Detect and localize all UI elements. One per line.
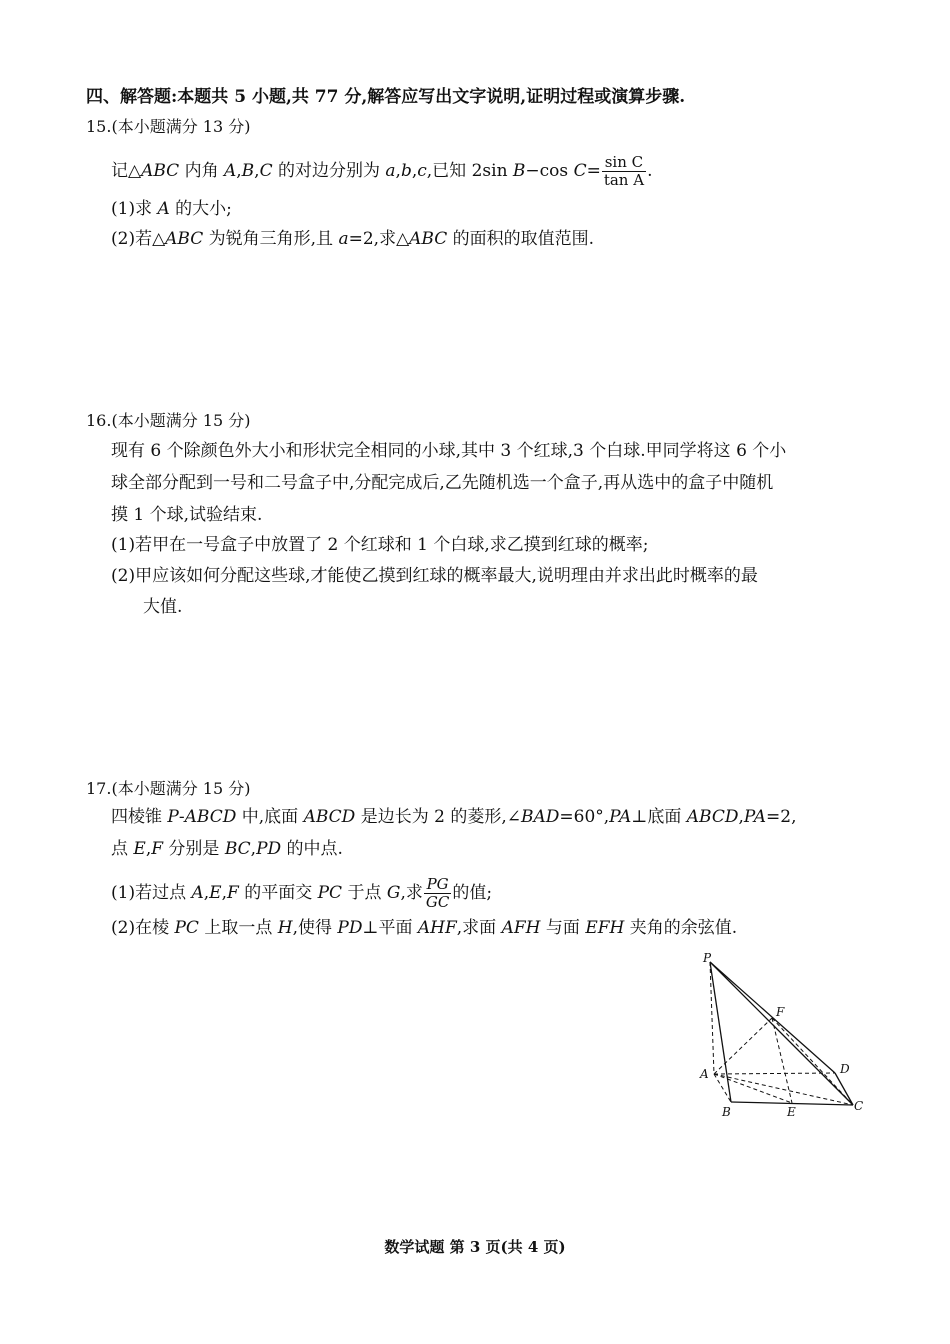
q16-part2-cont: 大值. (143, 597, 183, 617)
q17-part2: (2)在棱 PC 上取一点 H,使得 PD⊥平面 AHF,求面 AFH 与面 EFH 夹角的余弦值. (111, 918, 738, 938)
q17-fraction: $\frac{PG}{GC}$ (425, 875, 450, 911)
pyramid-figure (694, 948, 874, 1123)
label-f: F (776, 1005, 785, 1019)
edge-pd (710, 962, 835, 1073)
edge-pc (710, 962, 853, 1105)
q15-title: 15.(本小题满分 13 分) (86, 117, 251, 136)
q16-line3: 摸 1 个球,试验结束. (111, 505, 263, 525)
section-header: 四、解答题:本题共 5 小题,共 77 分,解答应写出文字说明,证明过程或演算步骤. (86, 87, 686, 107)
label-a: A (700, 1067, 709, 1081)
edge-ac-dashed (714, 1074, 853, 1105)
q15-part2: (2)若△ABC 为锐角三角形,且 a=2,求△ABC 的面积的取值范围. (111, 229, 595, 249)
q16-line1: 现有 6 个除颜色外大小和形状完全相同的小球,其中 3 个红球,3 个白球.甲同学将这 6 个小 (111, 441, 787, 461)
label-p: P (703, 951, 712, 965)
label-d: D (840, 1062, 850, 1076)
q15-part1: (1)求 A 的大小; (111, 199, 232, 219)
page-footer: 数学试题 第 3 页(共 4 页) (384, 1238, 566, 1256)
q17-title: 17.(本小题满分 15 分) (86, 779, 251, 798)
edge-fe-dashed (772, 1018, 792, 1103)
q17-part1: (1)若过点 A,E,F 的平面交 PC 于点 G,求 $\frac{PG}{GC}$ 的值; (111, 875, 493, 911)
edge-pb (710, 962, 731, 1102)
edge-ad-dashed (714, 1073, 835, 1074)
q17-line1: 四棱锥 P-ABCD 中,底面 ABCD 是边长为 2 的菱形,∠BAD=60°,PA⊥底面 ABCD,PA=2, (111, 807, 797, 827)
label-c: C (854, 1099, 864, 1113)
label-e: E (787, 1105, 796, 1119)
q16-title: 16.(本小题满分 15 分) (86, 411, 251, 430)
q15-fraction: $\frac{\text{sin C}}{\text{tan A}}$ (603, 153, 645, 189)
edge-ae-dashed (714, 1074, 792, 1103)
q17-line2: 点 E,F 分别是 BC,PD 的中点. (111, 839, 343, 859)
label-b: B (722, 1105, 731, 1119)
q16-part2: (2)甲应该如何分配这些球,才能使乙摸到红球的概率最大,说明理由并求出此时概率的最 (111, 566, 758, 586)
q16-part1: (1)若甲在一号盒子中放置了 2 个红球和 1 个白球,求乙摸到红球的概率; (111, 535, 649, 555)
q15-stem: 记△ABC 内角 A,B,C 的对边分别为 a,b,c,已知 2sin B−cos C= $\frac{\text{sin C}}{\text{tan A}}$ . (111, 153, 653, 189)
q16-line2: 球全部分配到一号和二号盒子中,分配完成后,乙先随机选一个盒子,再从选中的盒子中随机 (111, 473, 774, 493)
